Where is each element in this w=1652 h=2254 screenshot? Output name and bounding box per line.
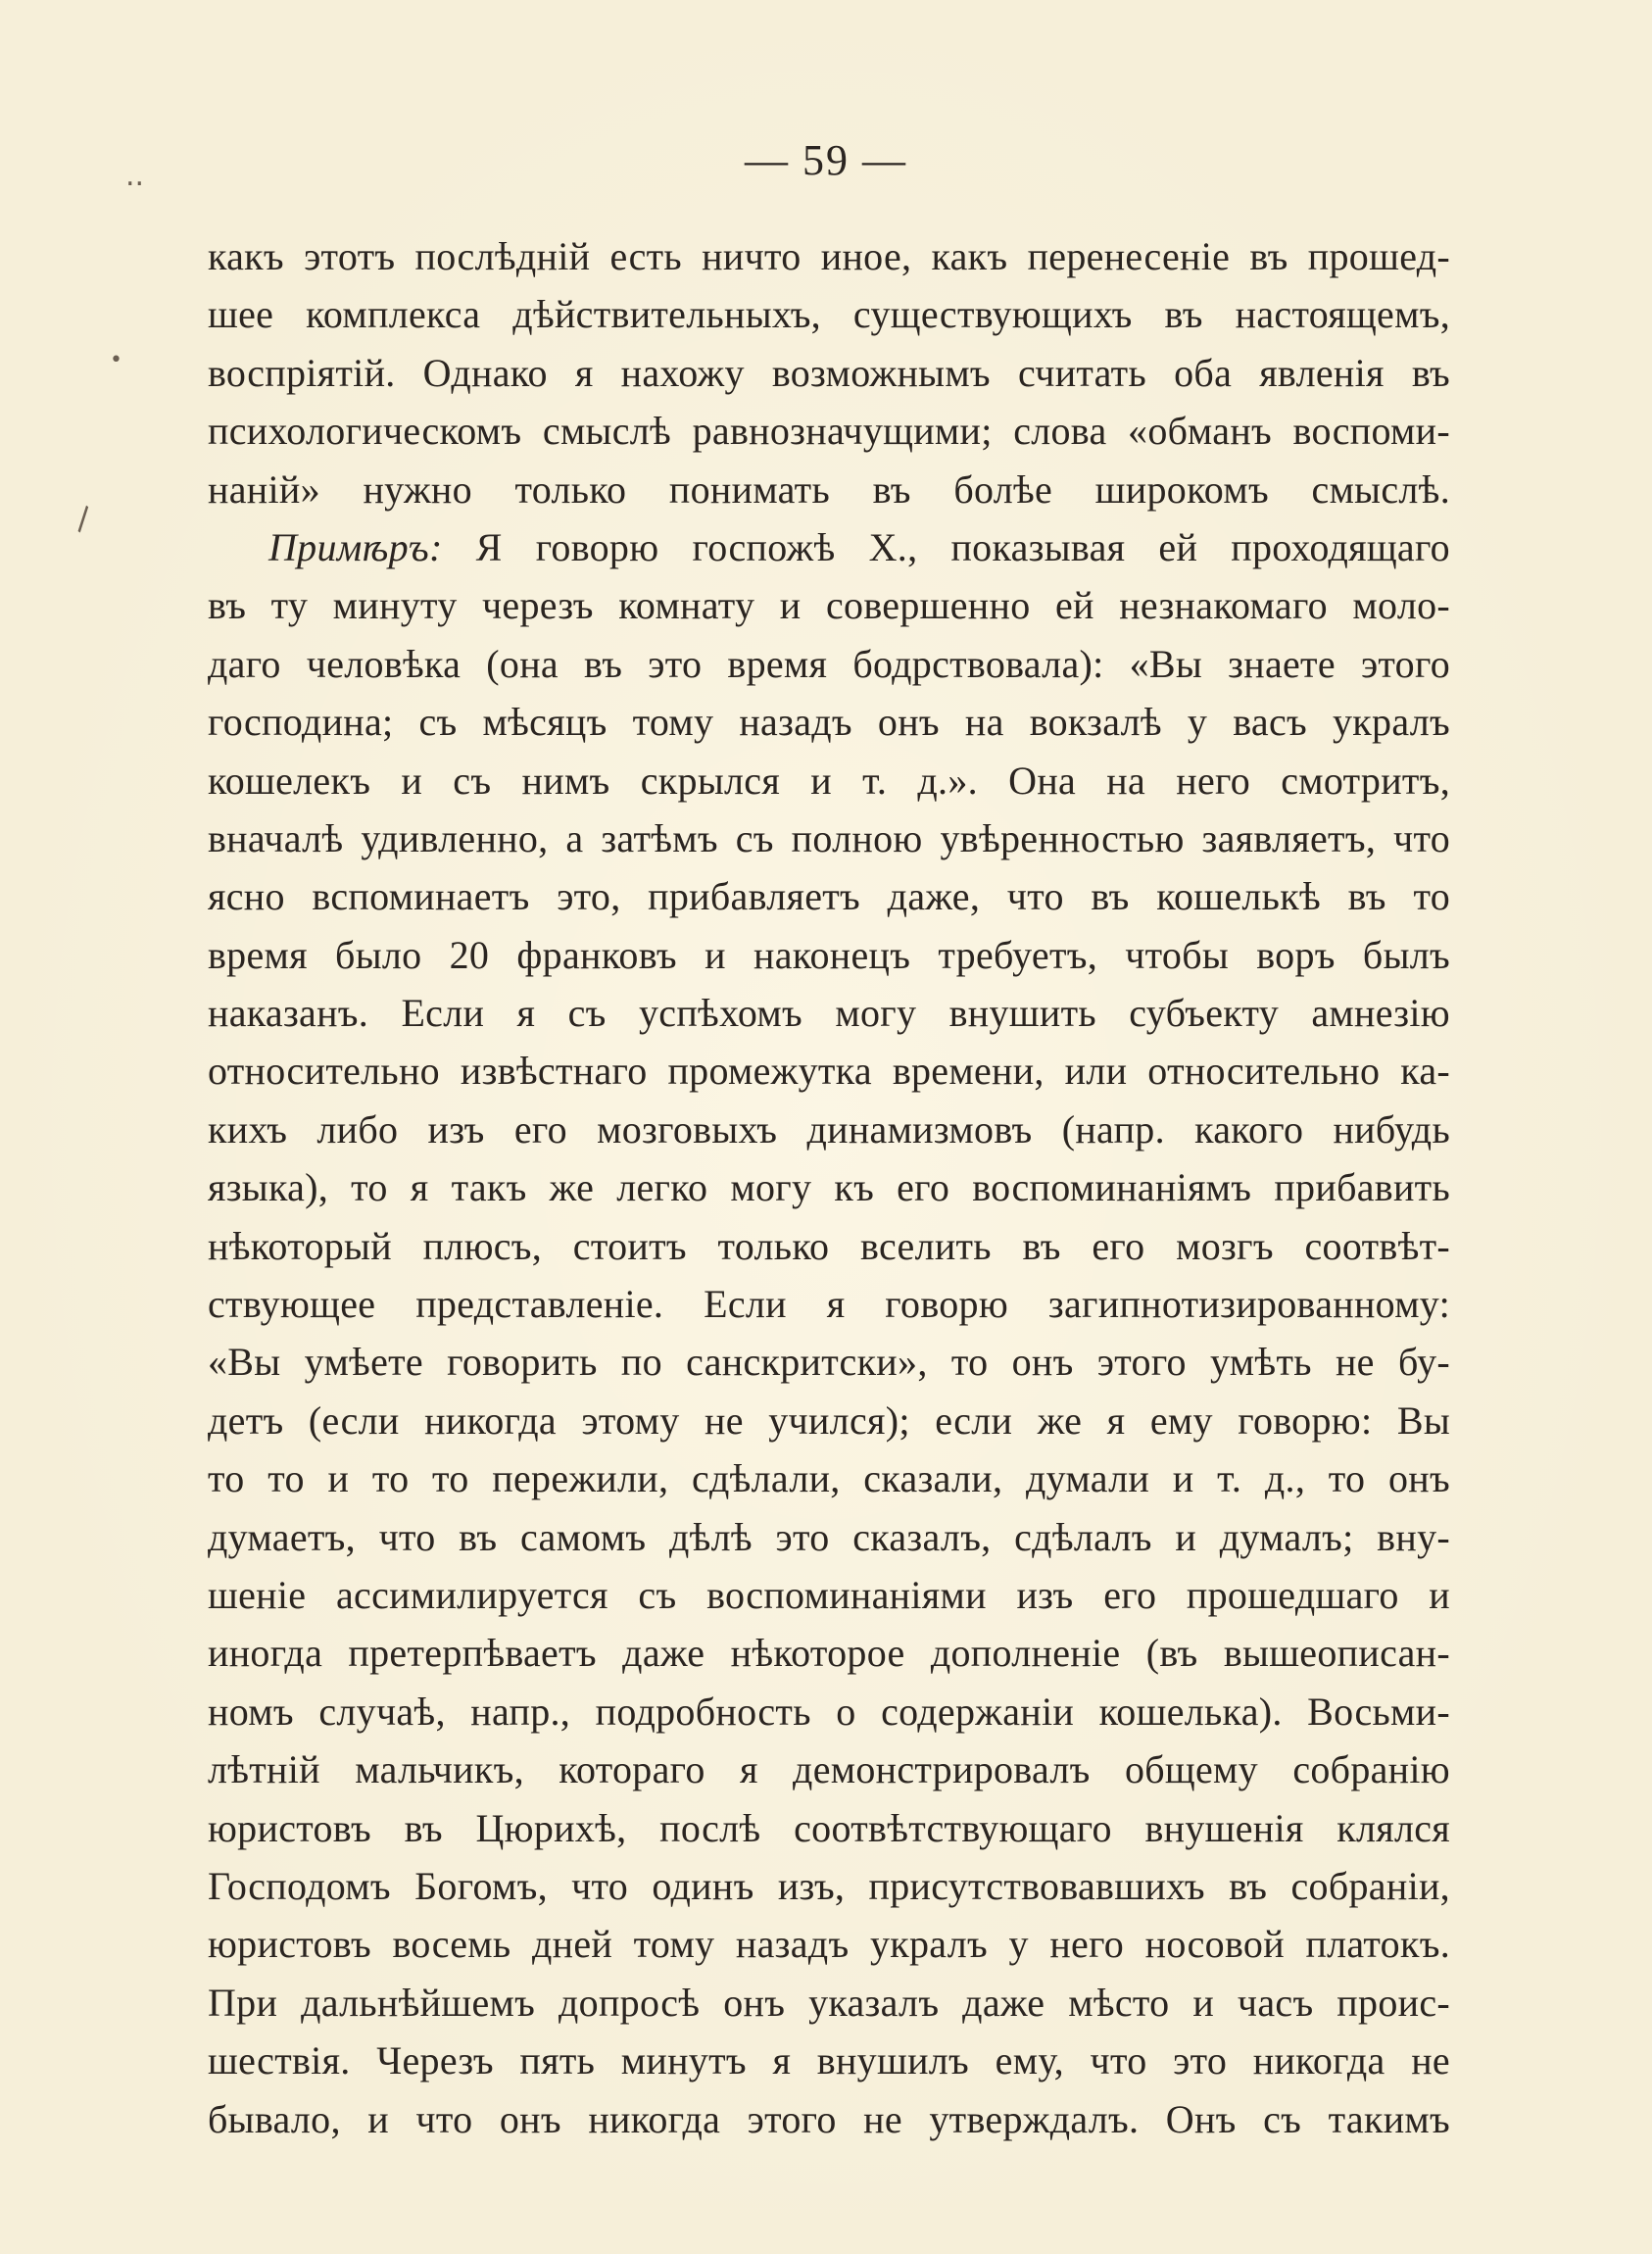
text-line: время было 20 франковъ и наконецъ требуетъ, чтобы воръ былъ — [208, 932, 1450, 977]
text-line: При дальнѣйшемъ допросѣ онъ указалъ даже мѣсто и часъ проис- — [208, 1980, 1450, 2025]
text-line — [208, 518, 1450, 576]
text-line: шествія. Черезъ пять минутъ я внушилъ ему, что это никогда не — [208, 2038, 1450, 2083]
text-line: въ ту минуту черезъ комнату и совершенно ей незнакомаго моло- — [208, 583, 1450, 628]
text-line: юристовъ восемь дней тому назадъ укралъ у него носовой платокъ. — [208, 1922, 1450, 1967]
text-line: Господомъ Богомъ, что одинъ изъ, присутствовавшихъ въ собраніи, — [208, 1863, 1450, 1908]
margin-mark: .. — [125, 159, 145, 193]
example-label: Примѣръ: — [268, 524, 443, 569]
text-line: господина; съ мѣсяцъ тому назадъ онъ на вокзалѣ у васъ укралъ — [208, 700, 1450, 745]
text-line: даго человѣка (она въ это время бодрствовала): «Вы знаете этого — [208, 641, 1450, 686]
page-number: — 59 — — [745, 136, 907, 184]
text-line: лѣтній мальчикъ, котораго я демонстрировалъ общему собранію — [208, 1747, 1450, 1792]
text-line: наказанъ. Если я съ успѣхомъ могу внушить субъекту амнезію — [208, 991, 1450, 1036]
text-line: психологическомъ смыслѣ равнозначущими; слова «обманъ воспоми- — [208, 409, 1450, 454]
text-line: какъ этотъ послѣдній есть ничто иное, какъ перенесеніе въ прошед- — [208, 234, 1450, 278]
text-line: то то и то то пережили, сдѣлали, сказали, думали и т. д., то онъ — [208, 1456, 1450, 1501]
text-line: юристовъ въ Цюрихѣ, послѣ соотвѣтствующаго внушенія клялся — [208, 1805, 1450, 1850]
margin-mark: • — [110, 348, 122, 372]
text-line-rest: Я говорю госпожѣ Х., показывая ей проходящаго — [475, 524, 1450, 569]
text-line: шеніе ассимилируется съ воспоминаніями изъ его прошедшаго и — [208, 1572, 1450, 1617]
text-line: кихъ либо изъ его мозговыхъ динамизмовъ (напр. какого нибудь — [208, 1106, 1450, 1152]
text-line: номъ случаѣ, напр., подробность о содержаніи кошелька). Восьми- — [208, 1689, 1450, 1734]
text-line: относительно извѣстнаго промежутка времени, или относительно ка- — [208, 1049, 1450, 1094]
text-line: ясно вспоминаетъ это, прибавляетъ даже, что въ кошелькѣ въ то — [208, 874, 1450, 919]
text-line: кошелекъ и съ нимъ скрылся и т. д.». Она на него смотритъ, — [208, 758, 1450, 803]
text-line: вначалѣ удивленно, а затѣмъ съ полною увѣренностью заявляетъ, что — [208, 815, 1450, 860]
main-text — [208, 227, 1450, 2148]
text-line: языка), то я такъ же легко могу къ его воспоминаніямъ прибавить — [208, 1165, 1450, 1210]
text-line: думаетъ, что въ самомъ дѣлѣ это сказалъ, сдѣлалъ и думалъ; вну- — [208, 1514, 1450, 1559]
text-line: детъ (если никогда этому не учился); если же я ему говорю: Вы — [208, 1397, 1450, 1443]
margin-mark: \ — [69, 500, 99, 537]
text-line: шее комплекса дѣйствительныхъ, существующихъ въ настоящемъ, — [208, 292, 1450, 337]
text-line: наній» нужно только понимать въ болѣе широкомъ смыслѣ. — [208, 466, 1450, 512]
text-line: бывало, и что онъ никогда этого не утверждалъ. Онъ съ такимъ — [208, 2096, 1450, 2141]
text-line: иногда претерпѣваетъ даже нѣкоторое дополненіе (въ вышеописан- — [208, 1631, 1450, 1676]
text-line: воспріятій. Однако я нахожу возможнымъ считать оба явленія въ — [208, 350, 1450, 395]
text-line: ствующее представленіе. Если я говорю загипнотизированному: — [208, 1282, 1450, 1327]
text-line: «Вы умѣете говорить по санскритски», то онъ этого умѣть не бу- — [208, 1340, 1450, 1385]
text-line: нѣкоторый плюсъ, стоитъ только вселить въ его мозгъ соотвѣт- — [208, 1223, 1450, 1268]
